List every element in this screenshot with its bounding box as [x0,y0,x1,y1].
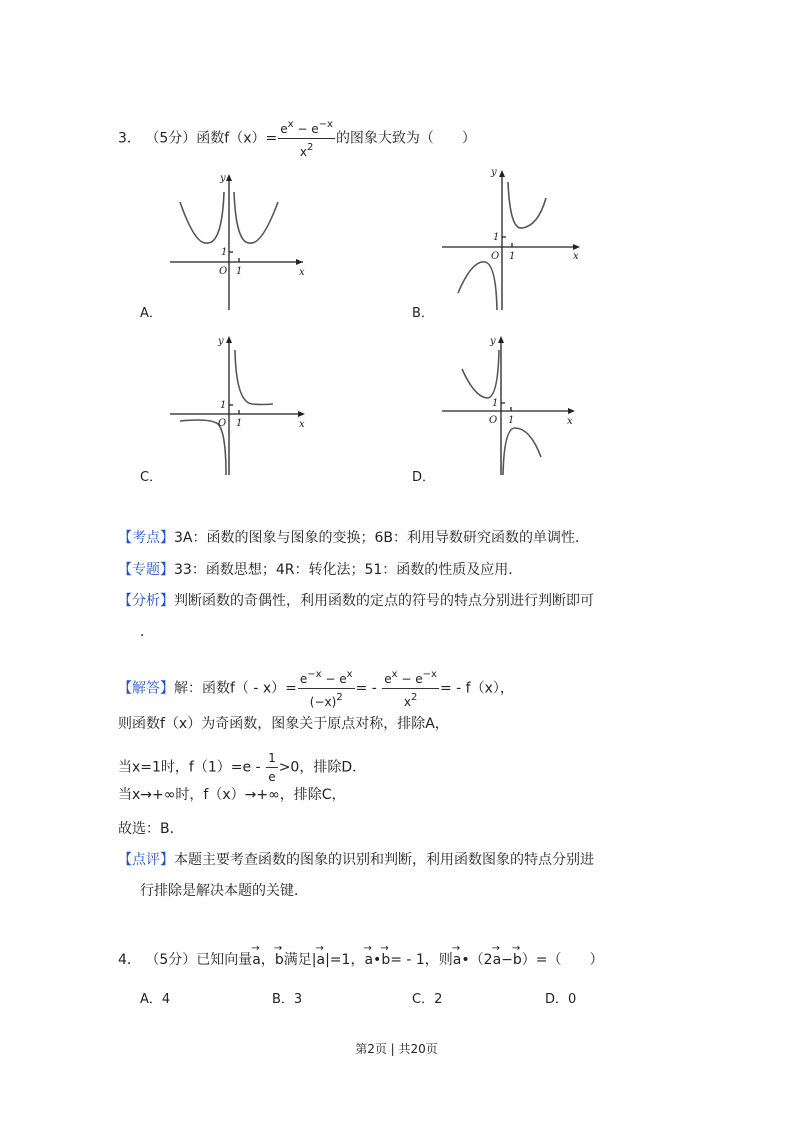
stem-text: 函数f（x）= [196,130,278,147]
graph-option-c [165,332,310,480]
option-a[interactable]: A．4 [140,992,171,1007]
curve [234,192,278,243]
t: ）=（ ） [521,952,604,968]
x-label: x [567,416,573,427]
fraction [266,749,278,786]
fenxi-line [118,592,594,610]
y-label: y [220,173,226,184]
question-number: 4． [118,952,141,968]
option-c-label[interactable]: C． [140,470,163,485]
option-a-label[interactable]: A． [140,306,162,321]
section-text: 3A：函数的图象与图象的变换；6B：利用导数研究函数的单调性． [174,530,589,546]
vector-a: → a [364,951,373,969]
option-b[interactable]: B．3 [272,992,303,1007]
page-footer: 第2页 | 共20页 [355,1042,438,1056]
vector-a: → a [317,951,326,969]
tick-label: 1 [221,247,228,258]
tick-label: 1 [492,398,499,409]
tick-label: 1 [236,266,243,277]
solution-line: 当x→+∞时，f（x）→+∞，排除C， [118,787,346,803]
vector-a: → a [493,951,502,969]
tick-label: 1 [220,400,227,411]
section-tag: 【专题】 [118,562,174,578]
t: −x [318,119,333,130]
tick-label: 1 [508,415,515,426]
fraction [298,666,355,711]
t: e [384,672,392,686]
t: ， [260,952,275,968]
option-b-label[interactable]: B． [412,306,434,321]
section-text: 判断函数的奇偶性，利用函数的定点的符号的特点分别进行判断即可 [174,593,594,609]
section-text: ． [140,624,154,640]
vector-a: → a [453,951,462,969]
t: 2 [306,142,314,153]
solution-line: 则函数f（x）为奇函数，图象关于原点对称，排除A， [118,716,449,732]
curve [180,192,224,243]
section-tag: 【分析】 [118,593,174,609]
section-tag: 【点评】 [118,852,174,868]
t: 1 [266,749,278,768]
t: |=1， [325,952,365,968]
section-tag: 【考点】 [118,530,174,546]
tick-label: 1 [509,251,516,262]
t: x [287,119,294,130]
fraction [278,116,335,161]
t: − e [397,672,423,686]
y-label: y [218,336,224,347]
dianping-line [118,851,594,869]
option-c[interactable]: C．2 [412,992,443,1007]
solution-line: 故选：B． [118,821,184,837]
stem-text: 的图象大致为（ ） [335,130,476,147]
t: x [391,669,398,680]
zhuanti-line [118,561,522,579]
t: 2 [336,692,343,703]
t: − [501,952,513,968]
t: x [403,695,411,709]
t: = - [355,680,382,697]
tick-label: 1 [493,232,500,243]
origin-label: O [491,251,500,262]
t: 满足| [283,952,317,968]
t: x [299,145,307,159]
question-number: 3． [118,130,141,147]
t: = - f（x）， [439,680,514,697]
graph-option-b [440,165,585,315]
fraction [382,666,439,711]
question-4-stem [118,951,604,969]
vector-b: → b [513,951,522,969]
origin-label: O [489,415,498,426]
vector-a: → a [252,951,261,969]
x-label: x [299,419,305,430]
t: 2 [410,692,418,703]
jieda-line [118,666,514,711]
y-label: y [491,167,497,178]
section-text: 行排除是解决本题的关键． [140,883,308,899]
t: − e [321,672,347,686]
t: −x [307,669,322,680]
t: （2 [469,952,493,968]
t: • [461,952,470,968]
origin-label: O [219,266,228,277]
t: >0，排除D． [278,759,367,776]
t: − e [293,122,319,136]
option-d[interactable]: D．0 [545,992,577,1007]
section-text: 33：函数思想；4R：转化法；51：函数的性质及应用． [174,562,523,578]
option-d-label[interactable]: D． [412,470,436,485]
section-tag: 【解答】 [118,680,174,697]
origin-label: O [218,418,227,429]
question-3-stem [118,116,476,161]
t: = - 1，则 [390,952,453,968]
question-score: （5分） [145,952,197,968]
vector-b: → b [381,951,390,969]
t: −x [422,669,437,680]
solution-line [118,749,366,786]
y-label: y [490,336,496,347]
t: e [280,122,288,136]
t: e [299,672,308,686]
t: 已知向量 [196,952,253,968]
question-score: （5分） [145,130,197,147]
graph-option-d [440,332,585,480]
t: (−x) [309,695,337,709]
x-label: x [299,267,305,278]
graph-option-a [165,170,310,315]
section-text: 本题主要考查函数的图象的识别和判断，利用函数图象的特点分别进 [174,852,594,868]
t: • [373,952,382,968]
t: 当x=1时，f（1）=e - [118,759,266,776]
kaodian-line [118,529,589,547]
t: e [268,770,276,784]
tick-label: 1 [236,418,243,429]
t: 解：函数f（ - x）= [174,680,297,697]
vector-b: → b [275,951,284,969]
t: x [346,669,353,680]
x-label: x [573,251,579,262]
